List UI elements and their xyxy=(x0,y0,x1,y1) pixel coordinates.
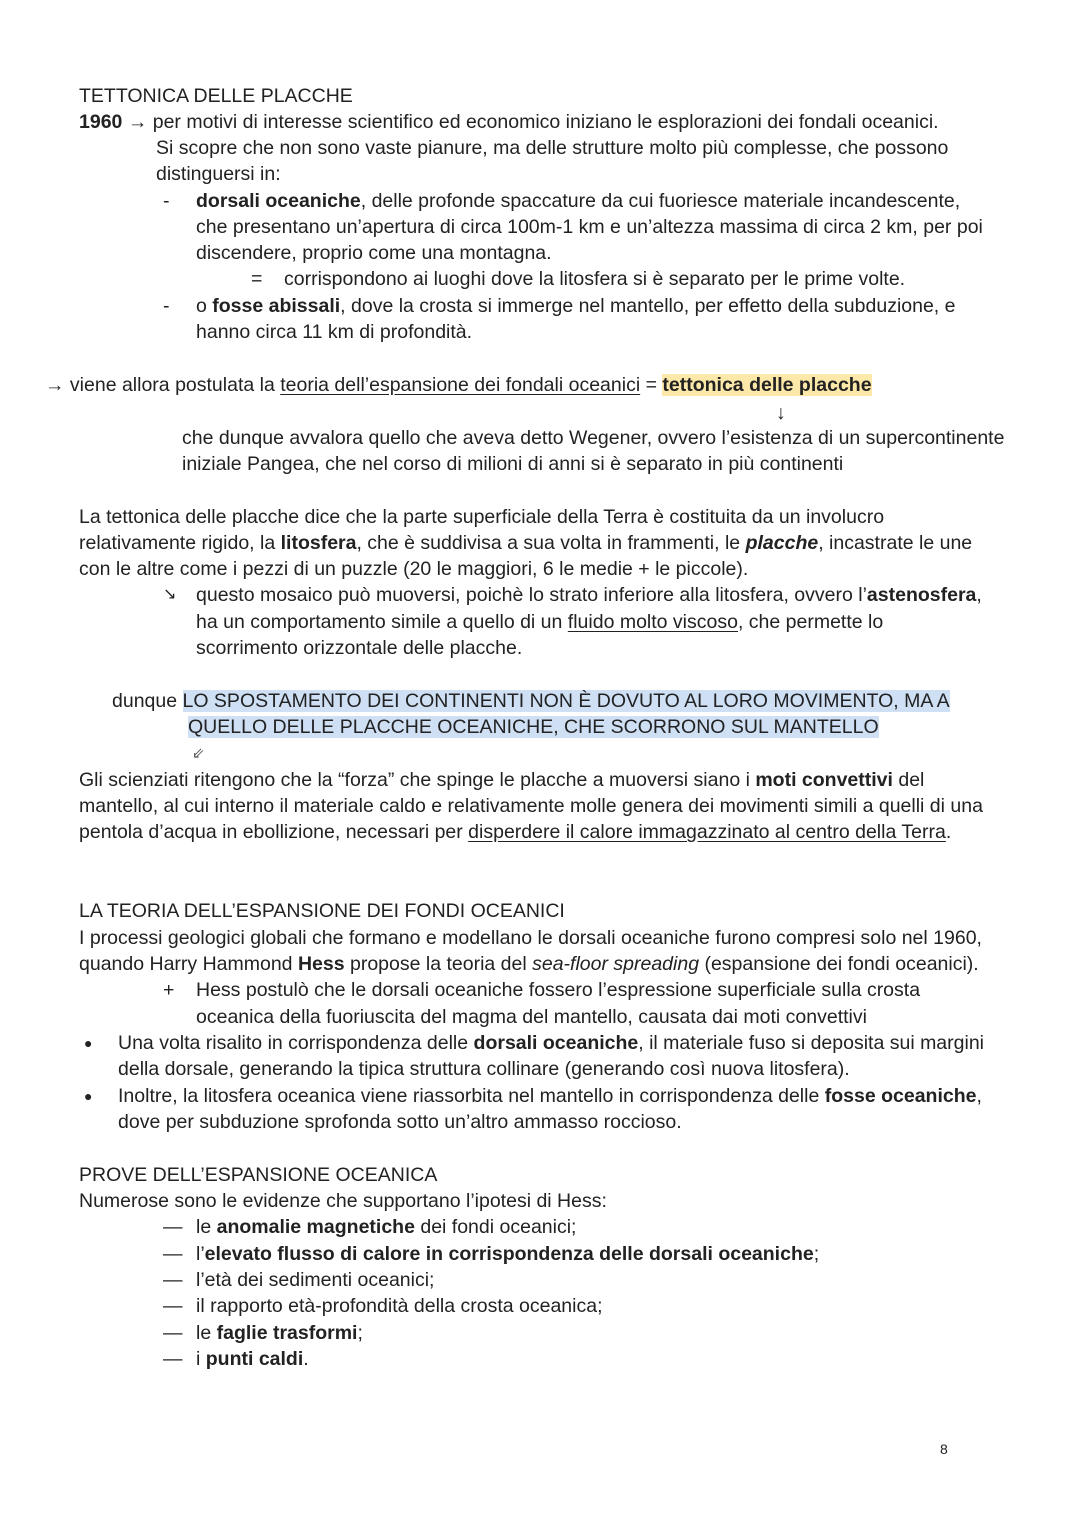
list-item-line: della dorsale, generando la tipica struttura collinare (generando così nuova litosfera). xyxy=(118,1058,850,1080)
highlighted-term: tettonica delle placche xyxy=(662,374,872,396)
paragraph-line: mantello, al cui interno il materiale caldo e relativamente molle genera dei movimenti simili a quelli di una xyxy=(79,795,983,817)
highlighted-statement: dunque LO SPOSTAMENTO DEI CONTINENTI NON È DOVUTO AL LORO MOVIMENTO, MA A xyxy=(112,690,950,712)
list-item-line: dove per subduzione sprofonda sotto un’altro ammasso roccioso. xyxy=(118,1111,682,1133)
down-arrow-icon: ↓ xyxy=(776,402,786,424)
plus-icon: + xyxy=(163,979,175,1001)
list-item: il rapporto età-profondità della crosta oceanica; xyxy=(196,1295,603,1317)
dash-bullet-icon: — xyxy=(163,1322,183,1344)
section-title-espansione: LA TEORIA DELL’ESPANSIONE DEI FONDI OCEANICI xyxy=(79,900,565,922)
dash-bullet-icon: — xyxy=(163,1269,183,1291)
list-item: o fosse abissali, dove la crosta si immerge nel mantello, per effetto della subduzione, e xyxy=(196,295,956,317)
paragraph-line: relativamente rigido, la litosfera, che è suddivisa a sua volta in frammenti, le placche, incastrate le une xyxy=(79,532,973,554)
dash-bullet-icon: - xyxy=(163,295,170,317)
highlighted-statement: QUELLO DELLE PLACCHE OCEANICHE, CHE SCORRONO SUL MANTELLO xyxy=(188,716,879,738)
dash-bullet-icon: — xyxy=(163,1216,183,1238)
list-item: l’età dei sedimenti oceanici; xyxy=(196,1269,435,1291)
paragraph-line: scorrimento orizzontale delle placche. xyxy=(196,637,523,659)
dash-bullet-icon: — xyxy=(163,1243,183,1265)
small-arrow-icon: ⇙ xyxy=(192,745,205,762)
list-item-note: corrispondono ai luoghi dove la litosfera si è separato per le prime volte. xyxy=(284,268,906,290)
list-item-line: hanno circa 11 km di profondità. xyxy=(196,321,473,343)
equals-icon: = xyxy=(251,268,263,290)
paragraph-line: quando Harry Hammond Hess propose la teoria del sea-floor spreading (espansione dei fondi oceanici). xyxy=(79,953,979,975)
paragraph-line: La tettonica delle placche dice che la parte superficiale della Terra è costituita da un involucro xyxy=(79,506,885,528)
year-label: 1960 xyxy=(79,111,123,133)
section-title-prove: PROVE DELL’ESPANSIONE OCEANICA xyxy=(79,1164,438,1186)
diagonal-arrow-icon: ↘ xyxy=(163,586,177,603)
paragraph-line: con le altre come i pezzi di un puzzle (20 le maggiori, 6 le medie + le piccole). xyxy=(79,558,749,580)
arrow-icon: → xyxy=(45,374,65,396)
paragraph-line: distinguersi in: xyxy=(156,163,281,185)
paragraph-line: Hess postulò che le dorsali oceaniche fossero l’espressione superficiale sulla crosta xyxy=(196,979,921,1001)
arrow-icon: → xyxy=(127,111,148,133)
list-item-line: che presentano un’apertura di circa 100m-1 km e un’altezza massima di circa 2 km, per poi xyxy=(196,216,983,238)
paragraph-line: ha un comportamento simile a quello di un fluido molto viscoso, che permette lo xyxy=(196,611,884,633)
paragraph-line: pentola d’acqua in ebollizione, necessari per disperdere il calore immagazzinato al centro della Terra. xyxy=(79,821,952,843)
page-number: 8 xyxy=(940,1441,948,1457)
list-item: l’elevato flusso di calore in corrispondenza delle dorsali oceaniche; xyxy=(196,1243,820,1265)
bullet-icon: ● xyxy=(84,1035,93,1051)
paragraph-line: questo mosaico può muoversi, poichè lo strato inferiore alla litosfera, ovvero l’astenosfera, xyxy=(196,584,982,606)
paragraph-line: iniziale Pangea, che nel corso di milioni di anni si è separato in più continenti xyxy=(182,453,844,475)
paragraph-line: Si scopre che non sono vaste pianure, ma delle strutture molto più complesse, che possono xyxy=(156,137,949,159)
paragraph-line: oceanica della fuoriuscita del magma del mantello, causata dai moti convettivi xyxy=(196,1006,867,1028)
section-title-tettonica: TETTONICA DELLE PLACCHE xyxy=(79,85,353,107)
list-item: Inoltre, la litosfera oceanica viene riassorbita nel mantello in corrispondenza delle fosse oceaniche, xyxy=(118,1085,982,1107)
paragraph-line: Numerose sono le evidenze che supportano l’ipotesi di Hess: xyxy=(79,1190,607,1212)
paragraph-line: → viene allora postulata la teoria dell’espansione dei fondali oceanici = tettonica delle placche xyxy=(45,374,872,396)
list-item: Una volta risalito in corrispondenza delle dorsali oceaniche, il materiale fuso si deposita sui margini xyxy=(118,1032,985,1054)
underlined-term: teoria dell’espansione dei fondali oceanici xyxy=(280,374,641,396)
paragraph-line: 1960 → per motivi di interesse scientifico ed economico iniziano le esplorazioni dei fondali oceanici. xyxy=(79,111,939,133)
list-item: dorsali oceaniche, delle profonde spaccature da cui fuoriesce materiale incandescente, xyxy=(196,190,961,212)
list-item: le faglie trasformi; xyxy=(196,1322,363,1344)
dash-bullet-icon: — xyxy=(163,1295,183,1317)
dash-bullet-icon: — xyxy=(163,1348,183,1370)
paragraph-line: I processi geologici globali che formano e modellano le dorsali oceaniche furono compresi solo nel 1960, xyxy=(79,927,982,949)
paragraph-line: che dunque avvalora quello che aveva detto Wegener, ovvero l’esistenza di un supercontinente xyxy=(182,427,1005,449)
list-item-line: discendere, proprio come una montagna. xyxy=(196,242,552,264)
bullet-icon: ● xyxy=(84,1088,93,1104)
dash-bullet-icon: - xyxy=(163,190,170,212)
list-item: i punti caldi. xyxy=(196,1348,309,1370)
list-item: le anomalie magnetiche dei fondi oceanici; xyxy=(196,1216,577,1238)
paragraph-line: Gli scienziati ritengono che la “forza” che spinge le placche a muoversi siano i moti convettivi del xyxy=(79,769,925,791)
